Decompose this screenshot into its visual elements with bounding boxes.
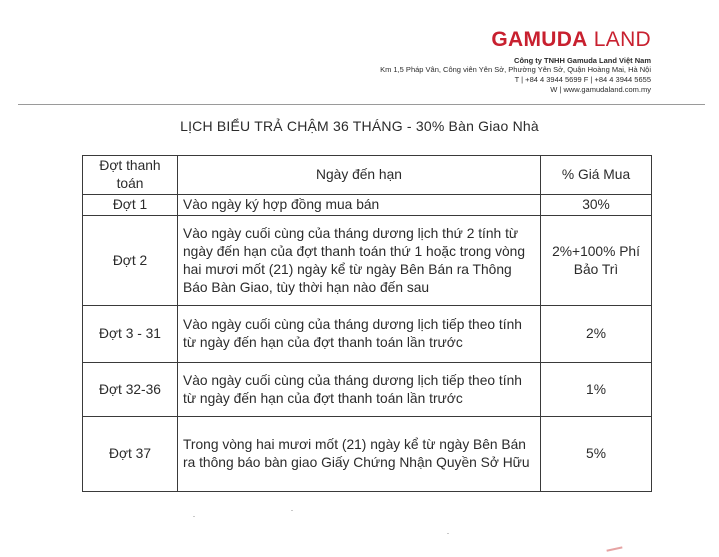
company-phone-fax: T | +84 4 3944 5699 F | +84 4 3944 5655 [514,75,651,84]
cell-percent: 30% [541,195,652,216]
brand-name-bold: GAMUDA [491,28,588,51]
cell-percent: 1% [541,363,652,417]
cell-due: Vào ngày ký hợp đồng mua bán [178,195,541,216]
cell-phase: Đợt 2 [83,216,178,306]
table-row [83,306,652,363]
brand-name-light: LAND [593,28,651,51]
cell-due: Trong vòng hai mươi mốt (21) ngày kể từ ngày Bên Bán ra thông báo bàn giao Giấy Chứng Nhận Quyền Sở Hữu [178,417,541,492]
scan-speck [447,533,449,534]
cell-due: Vào ngày cuối cùng của tháng dương lịch thứ 2 tính từ ngày đến hạn của đợt thanh toán thứ 1 hoặc trong vòng hai mươi mốt (21) ngày kể từ ngày Bên Bán ra Thông Báo Bàn Giao, tùy thời hạn nào đến sau [178,216,541,306]
table-row [83,195,652,216]
table-row [83,417,652,492]
header-due-date: Ngày đến hạn [178,156,541,195]
cell-percent: 5% [541,417,652,492]
payment-schedule-table [82,155,652,492]
cell-due: Vào ngày cuối cùng của tháng dương lịch tiếp theo tính từ ngày đến hạn của đợt thanh toán lần trước [178,363,541,417]
scan-speck [291,510,293,511]
company-address: Km 1,5 Pháp Vân, Công viên Yên Sở, Phường Yên Sở, Quận Hoàng Mai, Hà Nội [380,65,651,74]
corner-stamp-mark [606,546,623,556]
cell-phase: Đợt 32-36 [83,363,178,417]
brand-logo [380,28,651,52]
table-row [83,216,652,306]
cell-due: Vào ngày cuối cùng của tháng dương lịch tiếp theo tính từ ngày đến hạn của đợt thanh toán lần trước [178,306,541,363]
header-divider [18,104,705,105]
header-phase: Đợt thanh toán [83,156,178,195]
table-row [83,363,652,417]
company-name: Công ty TNHH Gamuda Land Việt Nam [514,56,651,65]
cell-percent: 2%+100% Phí Bảo Trì [541,216,652,306]
company-website: W | www.gamudaland.com.my [550,85,651,94]
cell-percent: 2% [541,306,652,363]
table-header-row [83,156,652,195]
scan-speck [193,516,195,517]
document-title: LỊCH BIỂU TRẢ CHẬM 36 THÁNG - 30% Bàn Giao Nhà [180,118,539,134]
cell-phase: Đợt 1 [83,195,178,216]
letterhead [380,28,651,95]
header-percent: % Giá Mua [541,156,652,195]
cell-phase: Đợt 37 [83,417,178,492]
cell-phase: Đợt 3 - 31 [83,306,178,363]
